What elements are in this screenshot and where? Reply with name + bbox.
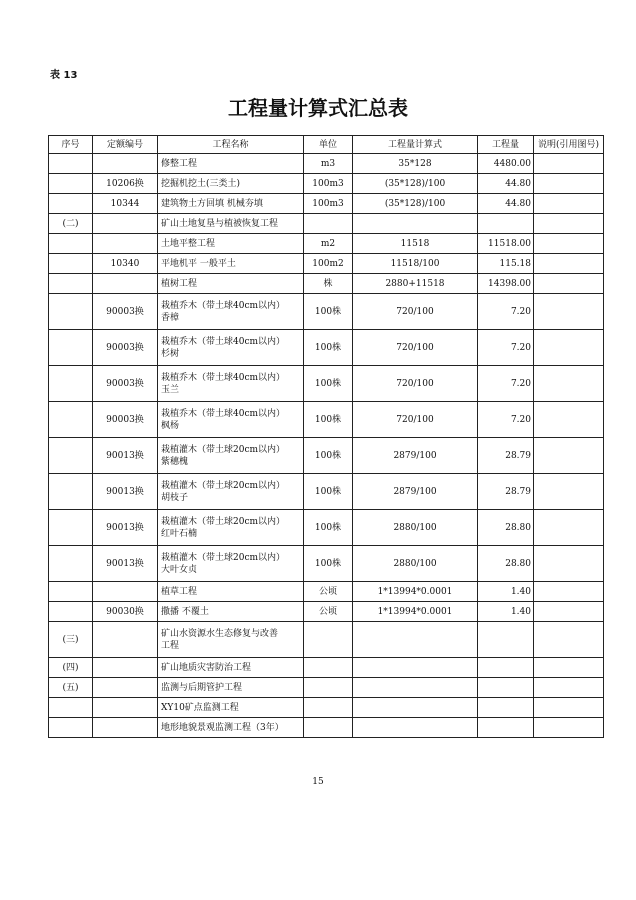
cell-name: 监测与后期管护工程 xyxy=(158,678,304,698)
cell-unit xyxy=(304,214,353,234)
header-name: 工程名称 xyxy=(158,136,304,154)
page-title: 工程量计算式汇总表 xyxy=(228,96,408,120)
cell-formula xyxy=(353,658,478,678)
cell-formula xyxy=(353,214,478,234)
cell-quantity: 7.20 xyxy=(478,294,534,330)
cell-unit: 100株 xyxy=(304,546,353,582)
cell-formula: (35*128)/100 xyxy=(353,174,478,194)
cell-formula: 720/100 xyxy=(353,402,478,438)
cell-note xyxy=(534,474,604,510)
cell-note xyxy=(534,622,604,658)
cell-unit xyxy=(304,658,353,678)
cell-name: 栽植灌木（带土球20cm以内） 红叶石楠 xyxy=(158,510,304,546)
cell-unit: 100株 xyxy=(304,294,353,330)
cell-formula: 2880/100 xyxy=(353,510,478,546)
cell-quantity: 28.79 xyxy=(478,438,534,474)
cell-unit xyxy=(304,698,353,718)
page-number: 15 xyxy=(312,777,324,787)
cell-code xyxy=(93,698,158,718)
cell-seq xyxy=(49,174,93,194)
cell-formula xyxy=(353,622,478,658)
cell-note xyxy=(534,510,604,546)
cell-name: 栽植乔木（带土球40cm以内） 枫杨 xyxy=(158,402,304,438)
cell-unit: 100株 xyxy=(304,438,353,474)
cell-quantity xyxy=(478,698,534,718)
table-row xyxy=(49,510,604,546)
cell-quantity: 11518.00 xyxy=(478,234,534,254)
cell-code: 90003换 xyxy=(93,330,158,366)
cell-note xyxy=(534,582,604,602)
cell-note xyxy=(534,698,604,718)
cell-formula: 2879/100 xyxy=(353,474,478,510)
cell-name: 土地平整工程 xyxy=(158,234,304,254)
cell-quantity: 28.79 xyxy=(478,474,534,510)
table-row xyxy=(49,582,604,602)
cell-quantity xyxy=(478,718,534,738)
cell-unit: 100株 xyxy=(304,510,353,546)
header-quantity: 工程量 xyxy=(478,136,534,154)
table-row xyxy=(49,718,604,738)
table-row xyxy=(49,402,604,438)
cell-code: 90013换 xyxy=(93,474,158,510)
cell-code xyxy=(93,582,158,602)
cell-name: 地形地貌景观监测工程（3年） xyxy=(158,718,304,738)
cell-seq xyxy=(49,294,93,330)
cell-formula: 720/100 xyxy=(353,330,478,366)
cell-quantity: 7.20 xyxy=(478,330,534,366)
table-header-row xyxy=(49,136,604,154)
table-row xyxy=(49,474,604,510)
cell-quantity: 28.80 xyxy=(478,546,534,582)
cell-seq xyxy=(49,154,93,174)
cell-formula: 11518 xyxy=(353,234,478,254)
cell-quantity: 28.80 xyxy=(478,510,534,546)
table-row xyxy=(49,622,604,658)
cell-code xyxy=(93,622,158,658)
cell-seq xyxy=(49,402,93,438)
cell-quantity xyxy=(478,622,534,658)
cell-code xyxy=(93,678,158,698)
cell-seq xyxy=(49,366,93,402)
cell-formula: 1*13994*0.0001 xyxy=(353,582,478,602)
cell-code: 90003换 xyxy=(93,366,158,402)
cell-code: 90003换 xyxy=(93,294,158,330)
table-row xyxy=(49,254,604,274)
cell-seq: (三) xyxy=(49,622,93,658)
table-row xyxy=(49,234,604,254)
cell-note xyxy=(534,678,604,698)
cell-note xyxy=(534,602,604,622)
header-seq: 序号 xyxy=(49,136,93,154)
cell-name: 栽植乔木（带土球40cm以内） 玉兰 xyxy=(158,366,304,402)
cell-code xyxy=(93,154,158,174)
header-note: 说明(引用图号) xyxy=(534,136,604,154)
cell-unit: 株 xyxy=(304,274,353,294)
cell-formula xyxy=(353,698,478,718)
cell-seq: (五) xyxy=(49,678,93,698)
table-row xyxy=(49,194,604,214)
cell-note xyxy=(534,194,604,214)
cell-seq xyxy=(49,438,93,474)
cell-name: 植树工程 xyxy=(158,274,304,294)
cell-name: 矿山水资源水生态修复与改善 工程 xyxy=(158,622,304,658)
cell-seq xyxy=(49,474,93,510)
cell-seq xyxy=(49,234,93,254)
cell-name: 建筑物土方回填 机械夯填 xyxy=(158,194,304,214)
cell-seq xyxy=(49,510,93,546)
header-code: 定额编号 xyxy=(93,136,158,154)
cell-unit: m3 xyxy=(304,154,353,174)
table-row xyxy=(49,678,604,698)
cell-unit: 100m3 xyxy=(304,194,353,214)
table-label: 表 13 xyxy=(50,70,78,81)
cell-formula: 720/100 xyxy=(353,366,478,402)
cell-quantity: 7.20 xyxy=(478,366,534,402)
table-row xyxy=(49,546,604,582)
cell-code xyxy=(93,234,158,254)
table-row xyxy=(49,658,604,678)
table-row xyxy=(49,366,604,402)
cell-note xyxy=(534,274,604,294)
cell-note xyxy=(534,330,604,366)
cell-formula: 35*128 xyxy=(353,154,478,174)
cell-note xyxy=(534,294,604,330)
cell-code: 90013换 xyxy=(93,510,158,546)
table-row xyxy=(49,294,604,330)
cell-unit xyxy=(304,678,353,698)
cell-unit: m2 xyxy=(304,234,353,254)
cell-name: 栽植乔木（带土球40cm以内） 杉树 xyxy=(158,330,304,366)
cell-note xyxy=(534,234,604,254)
table-row xyxy=(49,214,604,234)
cell-quantity: 7.20 xyxy=(478,402,534,438)
cell-code: 90030换 xyxy=(93,602,158,622)
cell-note xyxy=(534,718,604,738)
cell-seq xyxy=(49,194,93,214)
cell-seq xyxy=(49,718,93,738)
cell-name: 栽植灌木（带土球20cm以内） 紫穗槐 xyxy=(158,438,304,474)
table-row xyxy=(49,330,604,366)
cell-code: 90003换 xyxy=(93,402,158,438)
header-unit: 单位 xyxy=(304,136,353,154)
cell-quantity: 44.80 xyxy=(478,174,534,194)
cell-name: 植草工程 xyxy=(158,582,304,602)
cell-name: XY10矿点监测工程 xyxy=(158,698,304,718)
table-row xyxy=(49,154,604,174)
cell-quantity: 4480.00 xyxy=(478,154,534,174)
cell-seq xyxy=(49,254,93,274)
cell-quantity xyxy=(478,658,534,678)
cell-name: 矿山土地复垦与植被恢复工程 xyxy=(158,214,304,234)
cell-seq: (二) xyxy=(49,214,93,234)
cell-unit: 100株 xyxy=(304,402,353,438)
cell-note xyxy=(534,658,604,678)
table-row xyxy=(49,438,604,474)
cell-name: 栽植灌木（带土球20cm以内） 大叶女贞 xyxy=(158,546,304,582)
cell-note xyxy=(534,438,604,474)
cell-quantity xyxy=(478,678,534,698)
cell-unit: 公顷 xyxy=(304,602,353,622)
cell-note xyxy=(534,402,604,438)
cell-seq xyxy=(49,582,93,602)
cell-formula: (35*128)/100 xyxy=(353,194,478,214)
cell-note xyxy=(534,254,604,274)
cell-note xyxy=(534,366,604,402)
cell-note xyxy=(534,214,604,234)
cell-name: 矿山地质灾害防治工程 xyxy=(158,658,304,678)
cell-code: 10340 xyxy=(93,254,158,274)
cell-name: 挖掘机挖土(三类土) xyxy=(158,174,304,194)
cell-quantity: 44.80 xyxy=(478,194,534,214)
cell-unit xyxy=(304,622,353,658)
cell-unit: 公顷 xyxy=(304,582,353,602)
table-row xyxy=(49,698,604,718)
cell-code: 10206换 xyxy=(93,174,158,194)
cell-seq xyxy=(49,602,93,622)
cell-formula xyxy=(353,678,478,698)
cell-formula: 2880/100 xyxy=(353,546,478,582)
cell-code: 90013换 xyxy=(93,546,158,582)
cell-formula: 2879/100 xyxy=(353,438,478,474)
summary-table xyxy=(48,135,604,738)
cell-seq xyxy=(49,546,93,582)
table-row xyxy=(49,174,604,194)
cell-quantity: 115.18 xyxy=(478,254,534,274)
cell-seq xyxy=(49,330,93,366)
cell-code: 90013换 xyxy=(93,438,158,474)
header-formula: 工程量计算式 xyxy=(353,136,478,154)
cell-name: 撒播 不覆土 xyxy=(158,602,304,622)
cell-code xyxy=(93,658,158,678)
cell-formula xyxy=(353,718,478,738)
cell-note xyxy=(534,174,604,194)
cell-code xyxy=(93,274,158,294)
cell-name: 平地机平 一般平土 xyxy=(158,254,304,274)
cell-formula: 720/100 xyxy=(353,294,478,330)
cell-code: 10344 xyxy=(93,194,158,214)
cell-code xyxy=(93,214,158,234)
table-row xyxy=(49,602,604,622)
cell-quantity: 1.40 xyxy=(478,582,534,602)
cell-note xyxy=(534,154,604,174)
cell-seq: (四) xyxy=(49,658,93,678)
cell-quantity: 1.40 xyxy=(478,602,534,622)
cell-seq xyxy=(49,274,93,294)
cell-formula: 1*13994*0.0001 xyxy=(353,602,478,622)
cell-quantity: 14398.00 xyxy=(478,274,534,294)
cell-note xyxy=(534,546,604,582)
cell-name: 栽植乔木（带土球40cm以内） 香樟 xyxy=(158,294,304,330)
cell-name: 修整工程 xyxy=(158,154,304,174)
table-row xyxy=(49,274,604,294)
cell-unit xyxy=(304,718,353,738)
cell-formula: 2880+11518 xyxy=(353,274,478,294)
cell-code xyxy=(93,718,158,738)
cell-unit: 100株 xyxy=(304,474,353,510)
cell-formula: 11518/100 xyxy=(353,254,478,274)
cell-name: 栽植灌木（带土球20cm以内） 胡枝子 xyxy=(158,474,304,510)
cell-unit: 100株 xyxy=(304,366,353,402)
cell-quantity xyxy=(478,214,534,234)
cell-unit: 100株 xyxy=(304,330,353,366)
cell-seq xyxy=(49,698,93,718)
cell-unit: 100m3 xyxy=(304,174,353,194)
cell-unit: 100m2 xyxy=(304,254,353,274)
